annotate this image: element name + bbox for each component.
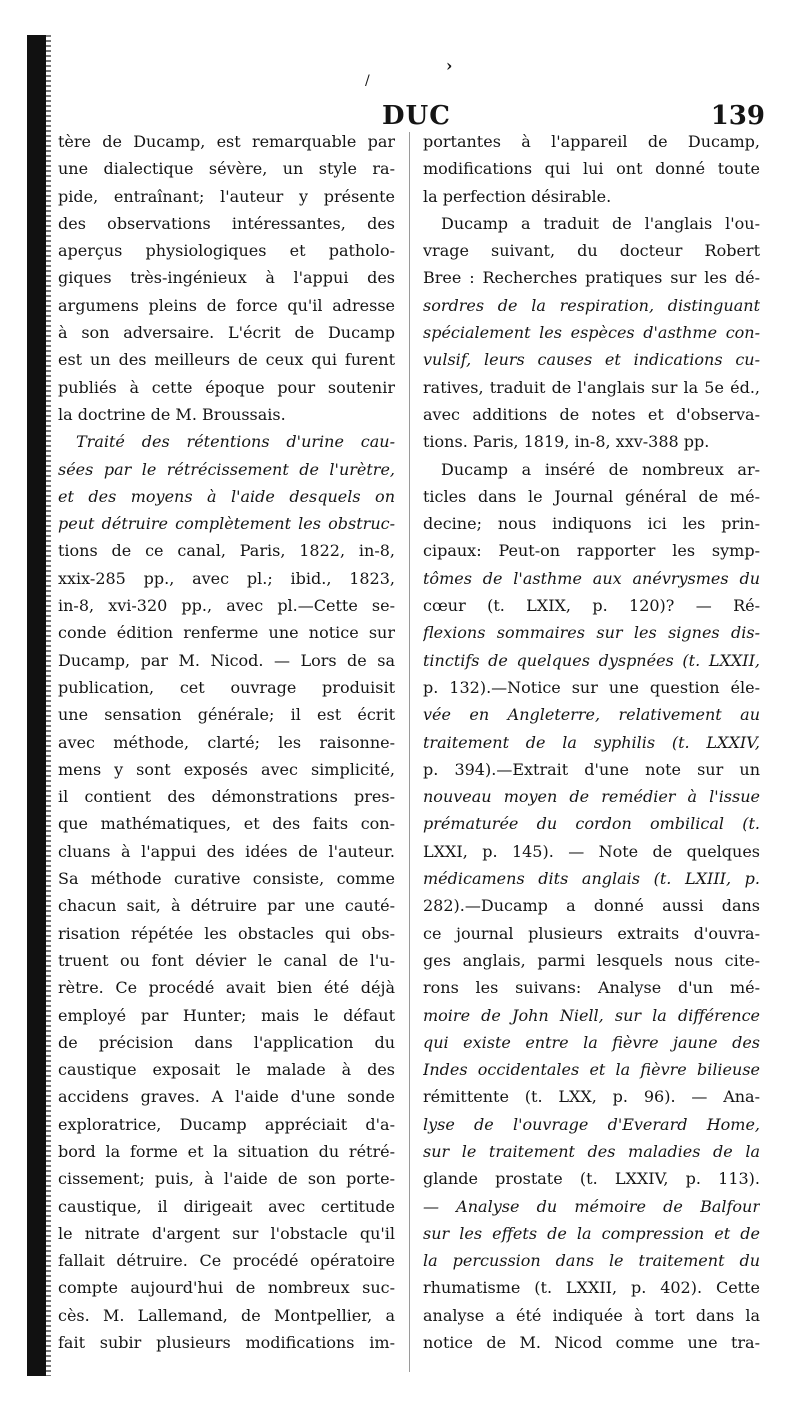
- text-line: traitement de la syphilis (t. LXXIV,: [423, 732, 760, 752]
- text-line: sordres de la respiration, distinguant: [423, 295, 760, 315]
- text-line: spécialement les espèces d'asthme con-: [423, 323, 760, 343]
- text-line: tinctifs de quelques dyspnées (t. LXXII,: [423, 650, 760, 670]
- text-line: lyse de l'ouvrage d'Everard Home,: [423, 1114, 760, 1134]
- text-line: vée en Angleterre, relativement au: [423, 705, 760, 725]
- text-line: LXXI, p. 145). — Note de quelques: [423, 841, 760, 861]
- column-divider: [409, 132, 410, 1372]
- text-line: mens y sont exposés avec simplicité,: [58, 759, 395, 779]
- text-line: avec méthode, clarté; les raisonne-: [58, 732, 395, 752]
- text-line: ges anglais, parmi lesquels nous cite-: [423, 950, 760, 970]
- text-line: prématurée du cordon ombilical (t.: [423, 814, 760, 834]
- text-line: ratives, traduit de l'anglais sur la 5e éd.,: [423, 377, 760, 397]
- text-line: une dialectique sévère, un style ra-: [58, 159, 395, 179]
- text-line: 282).—Ducamp a donné aussi dans: [423, 896, 760, 916]
- text-line: risation répétée les obstacles qui obs-: [58, 923, 395, 943]
- text-line: le nitrate d'argent sur l'obstacle qu'il: [58, 1223, 395, 1243]
- text-line: médicamens dits anglais (t. LXIII, p.: [423, 869, 760, 889]
- text-line: vrage suivant, du docteur Robert: [423, 241, 760, 261]
- text-line: pide, entraînant; l'auteur y présente: [58, 186, 395, 206]
- text-line: accidens graves. A l'aide d'une sonde: [58, 1087, 395, 1107]
- text-line: sur le traitement des maladies de la: [423, 1141, 760, 1161]
- text-line: exploratrice, Ducamp appréciait d'a-: [58, 1114, 395, 1134]
- text-line: peut détruire complètement les obstruc-: [58, 514, 395, 534]
- text-line: qui existe entre la fièvre jaune des: [423, 1032, 760, 1052]
- text-line: que mathématiques, et des faits con-: [58, 814, 395, 834]
- text-line: rons les suivans: Analyse d'un mé-: [423, 978, 760, 998]
- text-line: cipaux: Peut-on rapporter les symp-: [423, 541, 760, 561]
- text-line: il contient des démonstrations pres-: [58, 787, 395, 807]
- text-line: tômes de l'asthme aux anévrysmes du: [423, 568, 760, 588]
- text-line: conde édition renferme une notice sur: [58, 623, 395, 643]
- text-line: in-8, xvi-320 pp., avec pl.—Cette se-: [58, 596, 395, 616]
- text-line: caustique, il dirigeait avec certitude: [58, 1196, 395, 1216]
- text-line: avec additions de notes et d'observa-: [423, 404, 760, 424]
- text-line: la doctrine de M. Broussais.: [58, 404, 286, 424]
- text-line: vulsif, leurs causes et indications cu-: [423, 350, 760, 370]
- text-line: ce journal plusieurs extraits d'ouvra-: [423, 923, 760, 943]
- text-line: tions. Paris, 1819, in-8, xxv-388 pp.: [423, 432, 710, 452]
- text-line: et des moyens à l'aide desquels on: [58, 486, 395, 506]
- text-line: rhumatisme (t. LXXII, p. 402). Cette: [423, 1278, 760, 1298]
- running-head: DUC: [382, 101, 451, 131]
- text-line: glande prostate (t. LXXIV, p. 113).: [423, 1169, 760, 1189]
- text-line: — Analyse du mémoire de Balfour: [423, 1196, 760, 1216]
- text-line: flexions sommaires sur les signes dis-: [423, 623, 760, 643]
- text-line: caustique exposait le malade à des: [58, 1060, 395, 1080]
- text-line: Sa méthode curative consiste, comme: [58, 869, 395, 889]
- text-line: publication, cet ouvrage produisit: [58, 677, 395, 697]
- text-line: moire de John Niell, sur la différence: [423, 1005, 760, 1025]
- right-column: [423, 128, 760, 1373]
- text-line: notice de M. Nicod comme une tra-: [423, 1333, 760, 1353]
- text-line: chacun sait, à détruire par une cauté-: [58, 896, 395, 916]
- text-line: Ducamp a traduit de l'anglais l'ou-: [441, 213, 760, 233]
- text-line: Ducamp, par M. Nicod. — Lors de sa: [58, 650, 395, 670]
- text-line: argumens pleins de force qu'il adresse: [58, 295, 395, 315]
- text-line: rémittente (t. LXX, p. 96). — Ana-: [423, 1087, 760, 1107]
- text-line: portantes à l'appareil de Ducamp,: [423, 132, 760, 151]
- text-line: cluans à l'appui des idées de l'auteur.: [58, 841, 395, 861]
- text-line: modifications qui lui ont donné toute: [423, 159, 760, 179]
- text-line: aperçus physiologiques et patholo-: [58, 241, 395, 261]
- text-line: analyse a été indiquée à tort dans la: [423, 1305, 760, 1325]
- text-line: est un des meilleurs de ceux qui furent: [58, 350, 395, 370]
- text-line: rètre. Ce procédé avait bien été déjà: [58, 978, 395, 998]
- book-binding-edge: [27, 35, 46, 1376]
- page-number: 139: [710, 101, 765, 131]
- text-line: decine; nous indiquons ici les prin-: [423, 514, 760, 534]
- text-line: tère de Ducamp, est remarquable par: [58, 132, 395, 151]
- text-line: tions de ce canal, Paris, 1822, in-8,: [58, 541, 395, 561]
- text-line: fallait détruire. Ce procédé opératoire: [58, 1251, 395, 1271]
- text-line: Ducamp a inséré de nombreux ar-: [441, 459, 760, 479]
- text-line: de précision dans l'application du: [58, 1032, 395, 1052]
- text-line: xxix-285 pp., avec pl.; ibid., 1823,: [58, 568, 395, 588]
- text-line: publiés à cette époque pour soutenir: [58, 377, 395, 397]
- text-line: des observations intéressantes, des: [58, 213, 395, 233]
- text-line: à son adversaire. L'écrit de Ducamp: [58, 323, 395, 343]
- text-line: compte aujourd'hui de nombreux suc-: [58, 1278, 395, 1298]
- text-line: truent ou font dévier le canal de l'u-: [58, 950, 395, 970]
- text-line: ticles dans le Journal général de mé-: [423, 486, 760, 506]
- text-line: bord la forme et la situation du rétré-: [58, 1141, 395, 1161]
- text-line: Bree : Recherches pratiques sur les dé-: [423, 268, 760, 288]
- text-line: sur les effets de la compression et de: [423, 1223, 760, 1243]
- text-line: cissement; puis, à l'aide de son porte-: [58, 1169, 395, 1189]
- text-line: p. 394).—Extrait d'une note sur un: [423, 759, 760, 779]
- text-line: Traité des rétentions d'urine cau-: [76, 432, 395, 452]
- text-line: employé par Hunter; mais le défaut: [58, 1005, 395, 1025]
- text-line: Indes occidentales et la fièvre bilieuse: [423, 1060, 760, 1080]
- text-line: p. 132).—Notice sur une question éle-: [423, 677, 760, 697]
- text-line: cœur (t. LXIX, p. 120)? — Ré-: [423, 596, 760, 616]
- text-line: la percussion dans le traitement du: [423, 1251, 760, 1271]
- left-column: [58, 128, 395, 1373]
- text-line: nouveau moyen de remédier à l'issue: [423, 787, 760, 807]
- text-line: une sensation générale; il est écrit: [58, 705, 395, 725]
- stray-mark: /: [365, 73, 370, 89]
- text-line: fait subir plusieurs modifications im-: [58, 1333, 395, 1353]
- printer-mark: ›: [446, 56, 453, 75]
- text-line: giques très-ingénieux à l'appui des: [58, 268, 395, 288]
- text-line: la perfection désirable.: [423, 186, 612, 206]
- text-line: cès. M. Lallemand, de Montpellier, a: [58, 1305, 395, 1325]
- text-line: sées par le rétrécissement de l'urètre,: [58, 459, 395, 479]
